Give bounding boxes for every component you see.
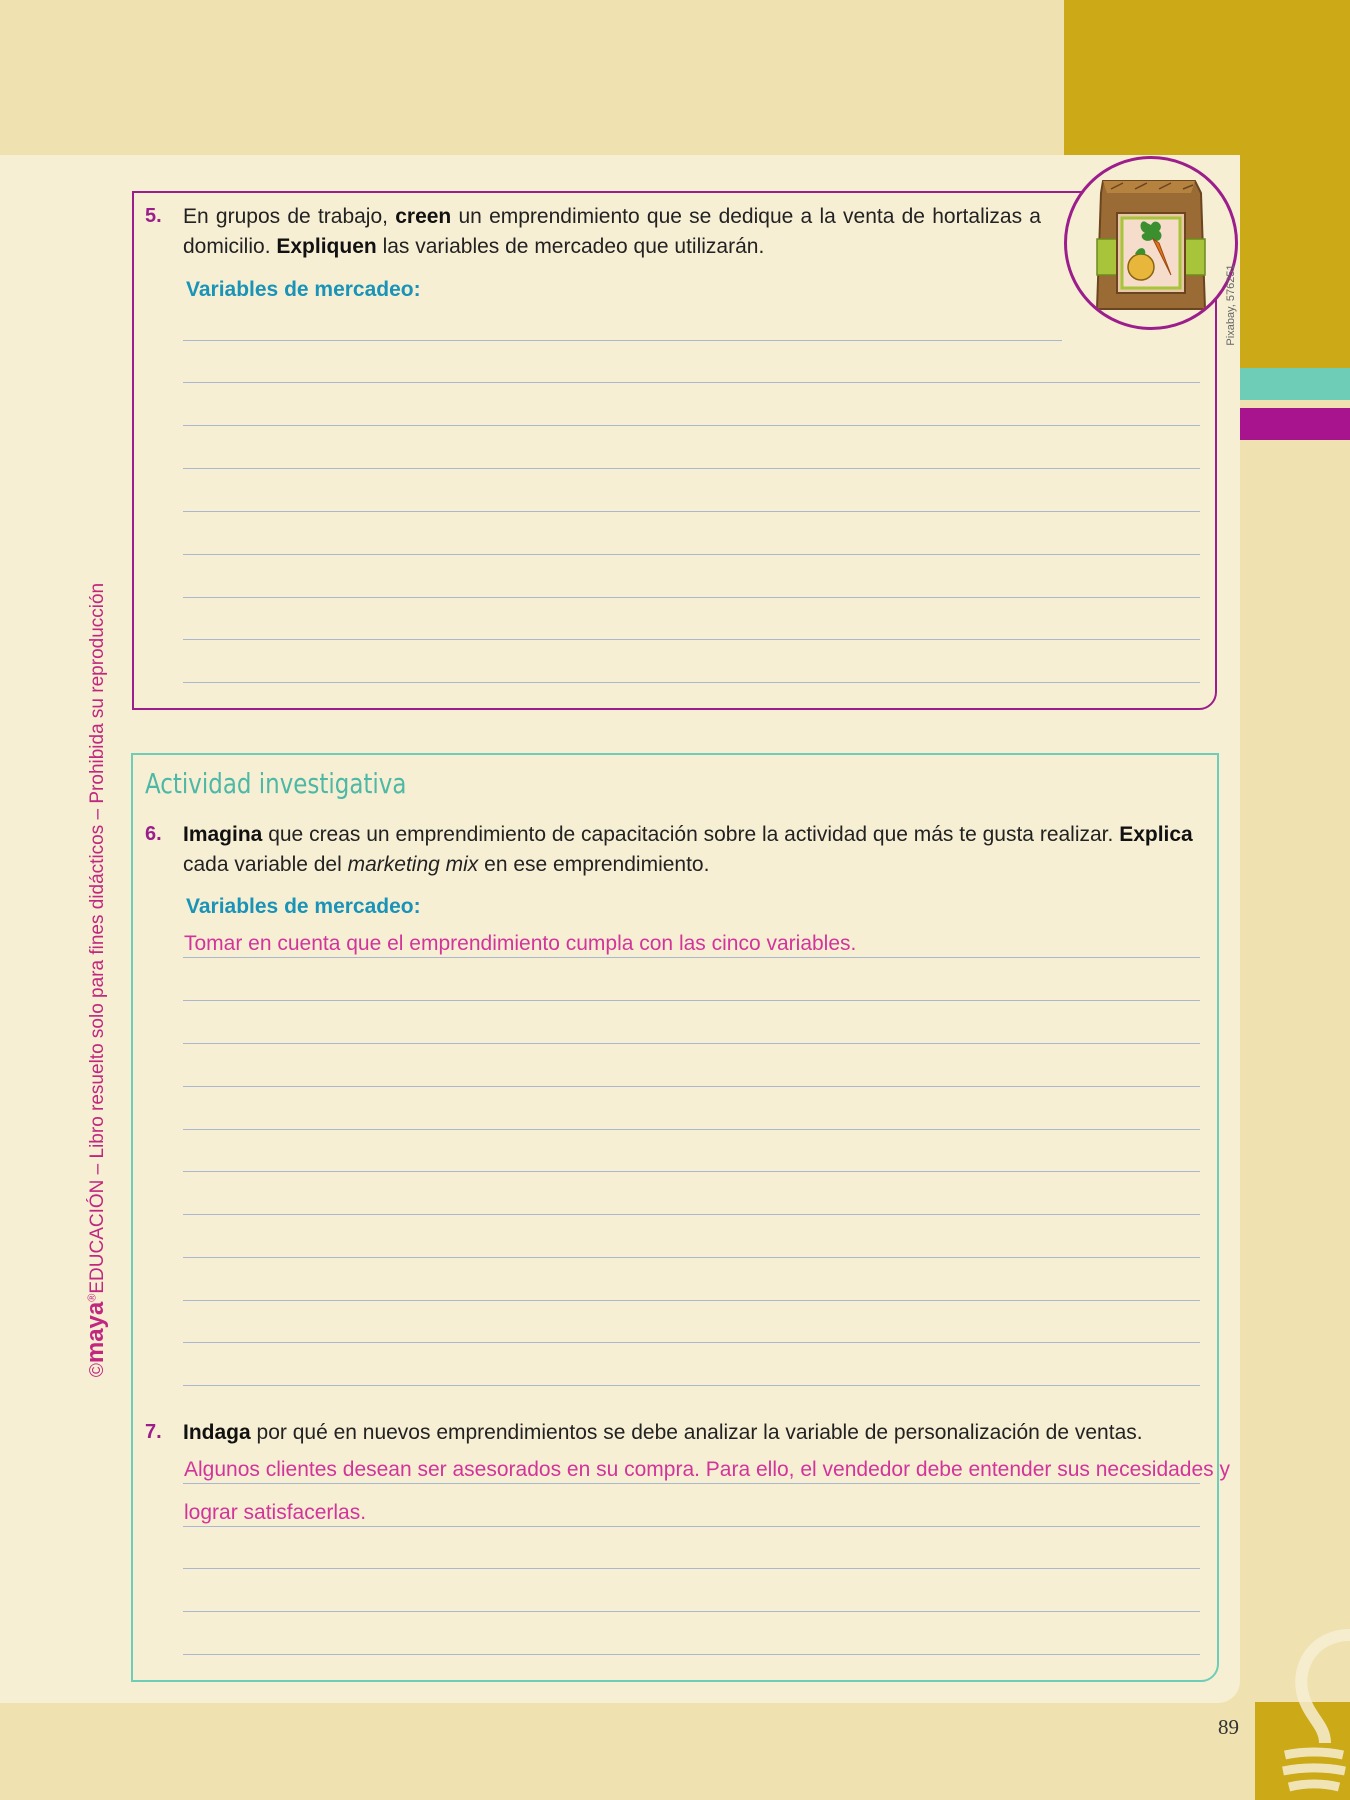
q6-text-3: en ese emprendimiento.: [478, 853, 710, 876]
q5-text-1: En grupos de trabajo,: [183, 205, 396, 228]
q7-answer-line[interactable]: [183, 1654, 1200, 1655]
q5-text-3: las variables de mercadeo que utilizarán.: [376, 235, 765, 258]
q5-answer-line[interactable]: [183, 682, 1200, 683]
q6-answer-line[interactable]: [183, 1342, 1200, 1343]
credit-text: EDUCACIÓN – Libro resuelto solo para fines didácticos – Prohibida su reproducción: [87, 582, 108, 1294]
q5-text-2: un emprendimiento que se dedique a la venta de hortalizas a domicilio.: [183, 205, 1041, 258]
registered-mark: ®: [86, 1293, 99, 1302]
q6-prompt: [183, 820, 1208, 880]
q6-answer-text: Tomar en cuenta que el emprendimiento cumpla con las cinco variables.: [184, 932, 857, 955]
q6-verb-explica: Explica: [1119, 823, 1193, 846]
q7-answer-line[interactable]: [183, 1611, 1200, 1612]
q5-answer-line[interactable]: [183, 425, 1200, 426]
q6-answer-line[interactable]: [183, 1257, 1200, 1258]
q5-answer-line[interactable]: [183, 554, 1200, 555]
lightbulb-decoration-icon: [1255, 1625, 1350, 1800]
q6-text-1: que creas un emprendimiento de capacitación sobre la actividad que más te gusta realizar.: [262, 823, 1120, 846]
magenta-tab-strip: [1240, 408, 1350, 440]
q6-verb-imagina: Imagina: [183, 823, 263, 846]
exercise-5-box: [132, 191, 1217, 710]
q6-answer-line[interactable]: [183, 1000, 1200, 1001]
q6-text-2: cada variable del: [183, 853, 348, 876]
footer-band: [0, 1703, 1350, 1800]
q5-prompt: [183, 202, 1041, 262]
q6-answer-line[interactable]: [183, 1086, 1200, 1087]
q5-answer-line[interactable]: [183, 340, 1062, 341]
q5-number: 5.: [145, 205, 162, 227]
q6-answer-line[interactable]: [183, 957, 1200, 958]
q6-answer-line[interactable]: [183, 1043, 1200, 1044]
photo-credit: Pixabay, 576251: [1225, 264, 1237, 346]
q6-answer-line[interactable]: [183, 1300, 1200, 1301]
q7-answer-line-1-text: Algunos clientes desean ser asesorados en su compra. Para ello, el vendedor debe entender sus necesidades y: [184, 1458, 1230, 1481]
q7-answer-line[interactable]: [183, 1568, 1200, 1569]
page-number: 89: [1218, 1715, 1239, 1739]
q6-answer-line[interactable]: [183, 1129, 1200, 1130]
header-band: [0, 0, 1064, 155]
q5-answer-line[interactable]: [183, 468, 1200, 469]
q5-answer-line[interactable]: [183, 511, 1200, 512]
q5-verb-creen: creen: [395, 205, 452, 228]
q5-answer-line[interactable]: [183, 639, 1200, 640]
q6-answer-line[interactable]: [183, 1214, 1200, 1215]
right-margin: [1240, 440, 1350, 1702]
side-copyright-credit: [82, 530, 122, 1430]
teal-tab-strip: [1240, 368, 1350, 400]
section-title: Actividad investigativa: [145, 767, 407, 800]
q5-verb-expliquen: Expliquen: [276, 235, 377, 258]
q7-text-1: por qué en nuevos emprendimientos se debe analizar la variable de personalización de ventas.: [250, 1421, 1143, 1444]
brand-name: maya: [82, 1301, 109, 1364]
q6-variables-label: Variables de mercadeo:: [186, 895, 421, 918]
q6-term-marketing-mix: marketing mix: [347, 853, 479, 876]
q7-number: 7.: [145, 1421, 162, 1443]
q7-prompt: [183, 1418, 1208, 1448]
copyright-symbol: ©: [87, 1363, 108, 1378]
q7-answer-line[interactable]: [183, 1483, 1200, 1484]
q6-answer-line[interactable]: [183, 1385, 1200, 1386]
vegetable-seed-bag-image: [1064, 156, 1238, 330]
q6-answer-line[interactable]: [183, 1171, 1200, 1172]
q5-answer-line[interactable]: [183, 597, 1200, 598]
q7-verb-indaga: Indaga: [183, 1421, 251, 1444]
q6-number: 6.: [145, 823, 162, 845]
q5-answer-line[interactable]: [183, 382, 1200, 383]
q7-answer-line-2-text: lograr satisfacerlas.: [184, 1501, 367, 1524]
q5-variables-label: Variables de mercadeo:: [186, 278, 421, 301]
seed-bag-illustration: [1067, 159, 1235, 327]
research-activity-box: [131, 753, 1219, 1682]
q7-answer-line[interactable]: [183, 1526, 1200, 1527]
